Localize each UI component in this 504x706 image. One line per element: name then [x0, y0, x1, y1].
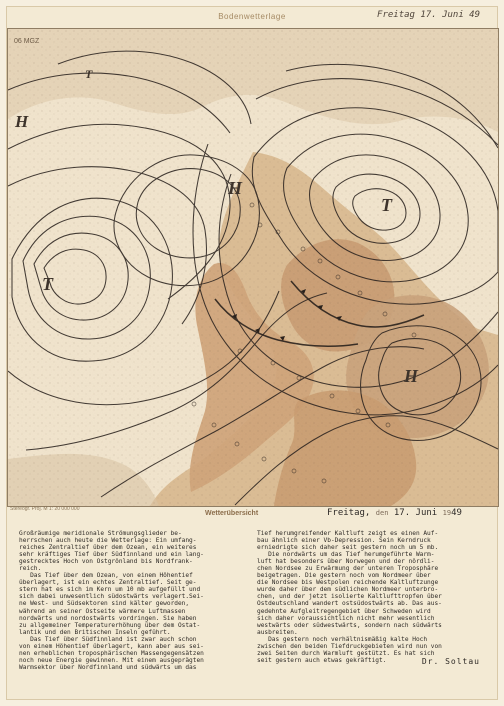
weekday: Freitag, — [327, 508, 371, 518]
date-month: Juni — [415, 508, 438, 518]
high-pressure-label: H — [15, 112, 29, 131]
map-code: 06 MGZ — [14, 38, 40, 45]
weather-report-text-area — [0, 530, 504, 706]
section-title: Wetterübersicht — [205, 510, 259, 517]
bottom-date — [327, 508, 462, 518]
handwritten-date: Freitag 17. Juni 49 — [377, 10, 480, 20]
low-pressure-label: T — [85, 67, 93, 81]
low-pressure-label: T — [381, 195, 392, 215]
date-day: 17. — [393, 508, 411, 518]
date-den: den — [375, 509, 389, 517]
signature: Dr. Soltau — [421, 657, 480, 666]
report-left-column: Großräumige meridionale Strömungsglieder be- herrschen auch heute die Wetterlage: Ein umfang- reiches Zentraltief über dem Ozean, ein weiteres sehr kräftiges Tief über Südfinnland und ein lang- gestrecktes Hoch von Ostgrönland bis Nordfrank- reich. Das Tief über dem Ozean, von einem Höhentief überlagert, ist ein echtes Zentraltief. Seit ge- stern hat es sich im Kern um 10 mb aufgefüllt und sich dabei unwesentlich südostwärts verlagert.Sei- ne West- und Südsektoren sind kälter geworden, während an seiner Ostseite wärmere Luftmassen nordwärts und nordostwärts vordringen. Sie haben zu allgemeiner Temperaturerhöhung über dem Ostat- lantik und den Britischen Inseln geführt. Das Tief über Südfinnland ist zwar auch schon von einem Höhentief überlagert, kann aber aus sei- nen erheblichen troposphärischen Massengegensätzen noch neue Energie gewinnen. Mit einem ausgeprägten Warmsektor über Nordfinnland und südwärts um das — [19, 530, 204, 671]
report-right-column: Tief herumgreifender Kaltluft zeigt es einen Auf- bau ähnlich einer Vb-Depression. Sein Kerndruck erniedrigte sich daher seit gestern noch um 5 mb. Die nordwärts um das Tief herumgeführte Warm- luft hat besonders über Norwegen und der nördli- chen Nordsee zu Erwärmung der unteren Troposphäre beigetragen. Die gestern noch vom Nordmeer über die Nordsee bis Westpolen reichende Kaltluftzunge wurde daher über dem südlichen Nordmeer unterbro- chen, und der jetzt isolierte Kaltlufttropfen über Ostdeutschland wandert ostsüdostwärts ab. Das aus- gedehnte Aufgleitregengebiet über Schweden wird sich daher voraussichtlich nicht mehr wesentlich westwärts oder südwestwärts, sondern nach südwärts ausbreiten. Das gestern noch verhältnismäßig kalte Hoch zwischen den beiden Tiefdruckgebieten wird nun von zwei Seiten durch Warmluft gestützt. Es hat sich seit gestern auch etwas gekräftigt. — [257, 530, 442, 664]
projection-note: Stereogr. Proj. M 1: 20 000 000 — [10, 506, 80, 512]
high-pressure-label: H — [404, 366, 419, 386]
map-svg — [8, 29, 498, 506]
date-year: 49 — [451, 508, 462, 518]
date-year-prefix: 19 — [442, 509, 452, 517]
paper-grain — [8, 29, 498, 506]
map-title: Bodenwetterlage — [218, 12, 286, 21]
surface-weather-map — [7, 28, 499, 507]
high-pressure-label: H — [228, 178, 243, 198]
low-pressure-label: T — [42, 274, 53, 294]
